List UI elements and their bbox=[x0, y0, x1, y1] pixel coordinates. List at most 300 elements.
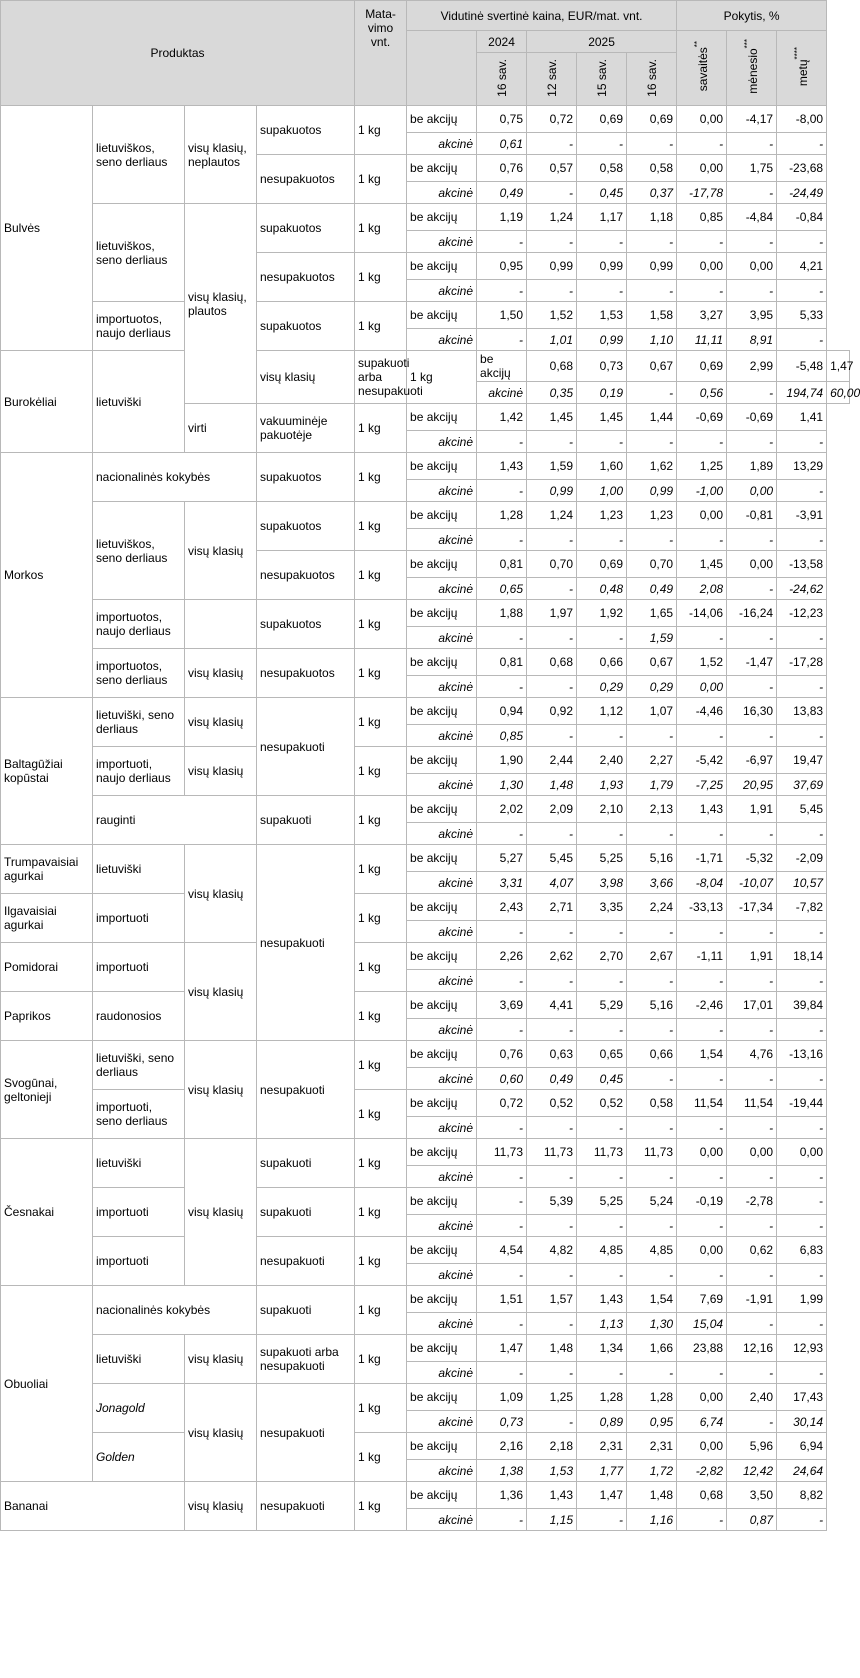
price-value: 0,99 bbox=[527, 253, 577, 280]
class: visų klasių bbox=[185, 943, 257, 1041]
price-value: 0,49 bbox=[527, 1068, 577, 1090]
price-value: 1,19 bbox=[477, 204, 527, 231]
price-value: - bbox=[627, 382, 677, 404]
subcategory: importuoti, seno derliaus bbox=[93, 1090, 185, 1139]
price-type-promo: akcinė bbox=[407, 329, 477, 351]
unit: 1 kg bbox=[355, 253, 407, 302]
unit: 1 kg bbox=[355, 698, 407, 747]
class: visų klasių bbox=[185, 845, 257, 943]
price-value: - bbox=[527, 676, 577, 698]
price-value: 0,57 bbox=[527, 155, 577, 182]
change-value: 0,85 bbox=[677, 204, 727, 231]
price-value: 0,99 bbox=[627, 480, 677, 502]
price-value: - bbox=[527, 970, 577, 992]
change-value: 8,91 bbox=[727, 329, 777, 351]
change-value: 0,00 bbox=[677, 502, 727, 529]
price-value: 0,70 bbox=[527, 551, 577, 578]
change-value: 15,04 bbox=[677, 1313, 727, 1335]
price-value: 1,24 bbox=[527, 502, 577, 529]
price-value: - bbox=[527, 1411, 577, 1433]
price-value: 2,31 bbox=[627, 1433, 677, 1460]
change-value: 16,30 bbox=[727, 698, 777, 725]
price-value: - bbox=[527, 1264, 577, 1286]
price-value: 3,98 bbox=[577, 872, 627, 894]
unit: 1 kg bbox=[355, 747, 407, 796]
price-type-promo: akcinė bbox=[407, 1264, 477, 1286]
change-value: - bbox=[677, 1362, 727, 1384]
price-value: 0,69 bbox=[677, 351, 727, 382]
price-type-regular: be akcijų bbox=[407, 845, 477, 872]
price-value: 0,99 bbox=[577, 329, 627, 351]
price-value: 0,56 bbox=[677, 382, 727, 404]
price-value: 0,48 bbox=[577, 578, 627, 600]
price-value: 2,40 bbox=[577, 747, 627, 774]
change-value: 4,76 bbox=[727, 1041, 777, 1068]
change-value: -2,46 bbox=[677, 992, 727, 1019]
change-value: 2,08 bbox=[677, 578, 727, 600]
price-value: - bbox=[527, 1362, 577, 1384]
price-value: 2,16 bbox=[477, 1433, 527, 1460]
change-value: -1,47 bbox=[727, 649, 777, 676]
unit: 1 kg bbox=[355, 1384, 407, 1433]
packaging: nesupakuoti bbox=[257, 698, 355, 796]
price-value: 4,85 bbox=[627, 1237, 677, 1264]
price-value: 1,28 bbox=[577, 1384, 627, 1411]
change-value: 0,00 bbox=[727, 480, 777, 502]
unit: 1 kg bbox=[355, 1090, 407, 1139]
price-type-regular: be akcijų bbox=[407, 1139, 477, 1166]
change-value: -0,19 bbox=[677, 1188, 727, 1215]
price-value: - bbox=[627, 1019, 677, 1041]
price-value: 11,73 bbox=[477, 1139, 527, 1166]
change-value: -33,13 bbox=[677, 894, 727, 921]
price-value: 5,45 bbox=[527, 845, 577, 872]
price-value: 2,44 bbox=[527, 747, 577, 774]
price-type-regular: be akcijų bbox=[407, 1188, 477, 1215]
price-value: - bbox=[527, 133, 577, 155]
unit: 1 kg bbox=[355, 796, 407, 845]
price-value: 1,88 bbox=[477, 600, 527, 627]
change-value: - bbox=[777, 133, 827, 155]
change-value: 1,25 bbox=[677, 453, 727, 480]
price-value: 0,69 bbox=[577, 551, 627, 578]
change-value: 60,00 bbox=[827, 382, 850, 404]
unit: 1 kg bbox=[355, 992, 407, 1041]
price-type-regular: be akcijų bbox=[407, 253, 477, 280]
change-value: 3,27 bbox=[677, 302, 727, 329]
change-value: - bbox=[677, 1117, 727, 1139]
price-type-regular: be akcijų bbox=[407, 155, 477, 182]
table-header bbox=[1, 1, 850, 106]
change-value: - bbox=[727, 231, 777, 253]
price-value: 4,07 bbox=[527, 872, 577, 894]
packaging: supakuoti arba nesupakuoti bbox=[257, 1335, 355, 1384]
price-type-regular: be akcijų bbox=[407, 747, 477, 774]
change-value: 0,00 bbox=[677, 253, 727, 280]
price-value: 0,49 bbox=[627, 578, 677, 600]
price-value: 0,63 bbox=[527, 1041, 577, 1068]
price-value: 0,45 bbox=[577, 1068, 627, 1090]
product-name: Burokėliai bbox=[1, 351, 93, 453]
price-value: - bbox=[577, 1166, 627, 1188]
subcategory: lietuviškos, seno derliaus bbox=[93, 502, 185, 600]
price-value: - bbox=[477, 1019, 527, 1041]
change-value: - bbox=[777, 823, 827, 845]
price-value: 1,52 bbox=[527, 302, 577, 329]
price-value: - bbox=[627, 823, 677, 845]
price-type-promo: akcinė bbox=[407, 1313, 477, 1335]
change-value: 1,43 bbox=[677, 796, 727, 823]
price-type-promo: akcinė bbox=[407, 1117, 477, 1139]
price-value: 1,66 bbox=[627, 1335, 677, 1362]
unit: 1 kg bbox=[355, 155, 407, 204]
price-value: - bbox=[577, 1362, 627, 1384]
change-value: 20,95 bbox=[727, 774, 777, 796]
change-value: 12,16 bbox=[727, 1335, 777, 1362]
price-value: 4,85 bbox=[577, 1237, 627, 1264]
change-value: 0,00 bbox=[727, 253, 777, 280]
price-value: - bbox=[627, 280, 677, 302]
price-value: 5,16 bbox=[627, 992, 677, 1019]
price-type-regular: be akcijų bbox=[407, 404, 477, 431]
change-value: - bbox=[727, 578, 777, 600]
change-value: 0,00 bbox=[677, 1433, 727, 1460]
price-value: 0,67 bbox=[627, 649, 677, 676]
change-value: 18,14 bbox=[777, 943, 827, 970]
price-value: 2,24 bbox=[627, 894, 677, 921]
product-name: Morkos bbox=[1, 453, 93, 698]
price-value: - bbox=[527, 1117, 577, 1139]
change-value: 5,96 bbox=[727, 1433, 777, 1460]
unit: 1 kg bbox=[355, 649, 407, 698]
price-value: - bbox=[527, 725, 577, 747]
change-value: -2,09 bbox=[777, 845, 827, 872]
unit: 1 kg bbox=[355, 894, 407, 943]
change-value: -0,69 bbox=[677, 404, 727, 431]
change-value: 1,54 bbox=[677, 1041, 727, 1068]
class: visų klasių, plautos bbox=[185, 204, 257, 404]
price-value: 1,93 bbox=[577, 774, 627, 796]
price-type-regular: be akcijų bbox=[407, 1286, 477, 1313]
price-value: 1,43 bbox=[527, 1482, 577, 1509]
price-value: - bbox=[527, 231, 577, 253]
price-value: 0,49 bbox=[477, 182, 527, 204]
change-value: 1,41 bbox=[777, 404, 827, 431]
subcategory: importuotos, naujo derliaus bbox=[93, 600, 185, 649]
price-value: 1,23 bbox=[577, 502, 627, 529]
change-value: -10,07 bbox=[727, 872, 777, 894]
class: visų klasių bbox=[185, 747, 257, 796]
change-value: -3,91 bbox=[777, 502, 827, 529]
change-value: -24,62 bbox=[777, 578, 827, 600]
change-value: -0,81 bbox=[727, 502, 777, 529]
price-value: 1,47 bbox=[577, 1482, 627, 1509]
subcategory: Golden bbox=[93, 1433, 185, 1482]
packaging: vakuuminėje pakuotėje bbox=[257, 404, 355, 453]
change-value: - bbox=[677, 1215, 727, 1237]
price-value: 0,67 bbox=[627, 351, 677, 382]
change-value: 3,50 bbox=[727, 1482, 777, 1509]
subcategory: lietuviški bbox=[93, 845, 185, 894]
change-value: 0,62 bbox=[727, 1237, 777, 1264]
class: visų klasių bbox=[185, 502, 257, 600]
packaging: nesupakuotos bbox=[257, 649, 355, 698]
price-value: - bbox=[477, 431, 527, 453]
price-value: - bbox=[477, 1313, 527, 1335]
unit: 1 kg bbox=[355, 551, 407, 600]
product-name: Obuoliai bbox=[1, 1286, 93, 1482]
price-value: 0,99 bbox=[527, 480, 577, 502]
packaging: nesupakuotos bbox=[257, 253, 355, 302]
price-type-promo: akcinė bbox=[407, 921, 477, 943]
price-value: 2,62 bbox=[527, 943, 577, 970]
header-week: 16 sav. bbox=[477, 53, 527, 106]
price-value: 1,48 bbox=[527, 774, 577, 796]
price-value: 1,60 bbox=[577, 453, 627, 480]
price-value: 1,44 bbox=[627, 404, 677, 431]
price-value: 0,29 bbox=[577, 676, 627, 698]
price-value: - bbox=[527, 578, 577, 600]
price-value: - bbox=[477, 280, 527, 302]
price-type-regular: be akcijų bbox=[407, 1482, 477, 1509]
table-body bbox=[1, 106, 860, 1531]
change-value: 8,82 bbox=[777, 1482, 827, 1509]
change-value: 24,64 bbox=[777, 1460, 827, 1482]
subcategory: lietuviški bbox=[93, 1139, 185, 1188]
packaging: supakuotos bbox=[257, 453, 355, 502]
change-value: 0,87 bbox=[727, 1509, 777, 1531]
change-value: - bbox=[727, 1313, 777, 1335]
price-value: 4,82 bbox=[527, 1237, 577, 1264]
price-value: 3,31 bbox=[477, 872, 527, 894]
change-value: -4,84 bbox=[727, 204, 777, 231]
price-type-regular: be akcijų bbox=[407, 698, 477, 725]
price-value: 0,37 bbox=[627, 182, 677, 204]
price-value: 5,24 bbox=[627, 1188, 677, 1215]
price-value: 1,57 bbox=[527, 1286, 577, 1313]
change-value: - bbox=[677, 529, 727, 551]
price-type-regular: be akcijų bbox=[407, 1384, 477, 1411]
price-type-regular: be akcijų bbox=[407, 796, 477, 823]
change-value: - bbox=[727, 431, 777, 453]
change-value: - bbox=[777, 329, 827, 351]
price-value: - bbox=[627, 970, 677, 992]
subcategory: lietuviški bbox=[93, 1335, 185, 1384]
price-value: - bbox=[477, 1264, 527, 1286]
price-type-promo: akcinė bbox=[407, 1019, 477, 1041]
price-value: 0,19 bbox=[577, 382, 627, 404]
subcategory: lietuviški, seno derliaus bbox=[93, 1041, 185, 1090]
change-value: - bbox=[777, 1215, 827, 1237]
subcategory: nacionalinės kokybės bbox=[93, 1286, 257, 1335]
price-type-regular: be akcijų bbox=[407, 943, 477, 970]
change-value: - bbox=[777, 280, 827, 302]
change-value: 0,00 bbox=[677, 1139, 727, 1166]
price-value: 2,09 bbox=[527, 796, 577, 823]
price-value: - bbox=[627, 1117, 677, 1139]
price-value: - bbox=[627, 1264, 677, 1286]
change-value: - bbox=[777, 627, 827, 649]
price-value: 1,62 bbox=[627, 453, 677, 480]
change-value: -17,28 bbox=[777, 649, 827, 676]
change-value: -23,68 bbox=[777, 155, 827, 182]
change-value: 13,83 bbox=[777, 698, 827, 725]
price-type-regular: be akcijų bbox=[477, 351, 527, 382]
change-value: - bbox=[677, 1068, 727, 1090]
change-value: -5,42 bbox=[677, 747, 727, 774]
price-value: - bbox=[577, 1117, 627, 1139]
price-value: - bbox=[477, 676, 527, 698]
price-value: 1,48 bbox=[627, 1482, 677, 1509]
packaging: nesupakuoti bbox=[257, 1384, 355, 1482]
price-value: - bbox=[627, 1215, 677, 1237]
change-value: - bbox=[727, 1117, 777, 1139]
price-value: 0,66 bbox=[577, 649, 627, 676]
price-value: 0,75 bbox=[477, 106, 527, 133]
change-value: 0,00 bbox=[677, 676, 727, 698]
price-value: - bbox=[577, 1215, 627, 1237]
price-value: 0,95 bbox=[477, 253, 527, 280]
price-value: 1,15 bbox=[527, 1509, 577, 1531]
unit: 1 kg bbox=[355, 845, 407, 894]
product-name: Bananai bbox=[1, 1482, 185, 1531]
price-value: 0,58 bbox=[627, 155, 677, 182]
price-value: 2,02 bbox=[477, 796, 527, 823]
change-value: - bbox=[777, 1019, 827, 1041]
price-value: 1,53 bbox=[577, 302, 627, 329]
price-value: 0,65 bbox=[577, 1041, 627, 1068]
unit: 1 kg bbox=[355, 453, 407, 502]
packaging: nesupakuoti bbox=[257, 1041, 355, 1139]
price-value: 1,54 bbox=[627, 1286, 677, 1313]
product-name: Baltagūžiai kopūstai bbox=[1, 698, 93, 845]
price-value: 1,47 bbox=[477, 1335, 527, 1362]
change-value: - bbox=[727, 182, 777, 204]
subcategory: importuotos, seno derliaus bbox=[93, 649, 185, 698]
price-value: - bbox=[577, 1509, 627, 1531]
price-value: - bbox=[477, 1188, 527, 1215]
packaging: supakuotos bbox=[257, 502, 355, 551]
change-value: - bbox=[727, 1264, 777, 1286]
subcategory: Jonagold bbox=[93, 1384, 185, 1433]
price-value: 1,72 bbox=[627, 1460, 677, 1482]
subcategory: lietuviškos, seno derliaus bbox=[93, 204, 185, 302]
class bbox=[185, 600, 257, 649]
price-value: 1,90 bbox=[477, 747, 527, 774]
subcategory: lietuviškos, seno derliaus bbox=[93, 106, 185, 204]
unit: 1 kg bbox=[355, 600, 407, 649]
price-value: 0,69 bbox=[627, 106, 677, 133]
price-type-promo: akcinė bbox=[407, 627, 477, 649]
change-value: - bbox=[777, 1362, 827, 1384]
price-value: - bbox=[627, 231, 677, 253]
price-type-promo: akcinė bbox=[407, 970, 477, 992]
change-value: - bbox=[727, 725, 777, 747]
unit: 1 kg bbox=[355, 1041, 407, 1090]
product-name: Bulvės bbox=[1, 106, 93, 351]
change-value: - bbox=[727, 1068, 777, 1090]
price-type-regular: be akcijų bbox=[407, 992, 477, 1019]
price-value: - bbox=[477, 1117, 527, 1139]
price-type-regular: be akcijų bbox=[407, 649, 477, 676]
subcategory: raudonosios bbox=[93, 992, 185, 1041]
price-value: 1,07 bbox=[627, 698, 677, 725]
change-value: - bbox=[727, 382, 777, 404]
change-value: - bbox=[677, 133, 727, 155]
price-value: 0,81 bbox=[477, 551, 527, 578]
price-type-regular: be akcijų bbox=[407, 894, 477, 921]
price-value: 3,66 bbox=[627, 872, 677, 894]
price-value: 1,53 bbox=[527, 1460, 577, 1482]
change-value: -2,78 bbox=[727, 1188, 777, 1215]
change-value: - bbox=[777, 431, 827, 453]
price-value: - bbox=[527, 529, 577, 551]
header-year-2025: 2025 bbox=[527, 31, 677, 53]
price-value: 2,43 bbox=[477, 894, 527, 921]
price-value: - bbox=[477, 921, 527, 943]
unit: 1 kg bbox=[355, 1335, 407, 1384]
price-value: 1,42 bbox=[477, 404, 527, 431]
price-value: - bbox=[477, 823, 527, 845]
price-value: - bbox=[627, 133, 677, 155]
unit: 1 kg bbox=[355, 1286, 407, 1335]
packaging: supakuoti bbox=[257, 1286, 355, 1335]
price-value: 0,81 bbox=[477, 649, 527, 676]
unit: 1 kg bbox=[355, 302, 407, 351]
price-value: 5,39 bbox=[527, 1188, 577, 1215]
header-change-year: metų**** bbox=[777, 31, 827, 106]
price-type-regular: be akcijų bbox=[407, 1335, 477, 1362]
change-value: 6,83 bbox=[777, 1237, 827, 1264]
class: visų klasių bbox=[185, 698, 257, 747]
unit: 1 kg bbox=[355, 1139, 407, 1188]
price-value: - bbox=[527, 1019, 577, 1041]
price-value: 0,89 bbox=[577, 1411, 627, 1433]
price-type-regular: be akcijų bbox=[407, 1433, 477, 1460]
price-type-promo: akcinė bbox=[407, 872, 477, 894]
price-value: 0,99 bbox=[627, 253, 677, 280]
price-value: 1,23 bbox=[627, 502, 677, 529]
header-week: 15 sav. bbox=[577, 53, 627, 106]
header-week: 16 sav. bbox=[627, 53, 677, 106]
price-value: 5,27 bbox=[477, 845, 527, 872]
price-type-regular: be akcijų bbox=[407, 1041, 477, 1068]
price-type-promo: akcinė bbox=[407, 1411, 477, 1433]
header-unit: Mata- vimo vnt. bbox=[355, 1, 407, 106]
change-value: - bbox=[677, 921, 727, 943]
change-value: - bbox=[727, 1166, 777, 1188]
price-value: 2,26 bbox=[477, 943, 527, 970]
header-year-2024: 2024 bbox=[477, 31, 527, 53]
price-value: 1,28 bbox=[627, 1384, 677, 1411]
packaging: supakuoti arba nesupakuoti bbox=[355, 351, 407, 404]
change-value: -4,17 bbox=[727, 106, 777, 133]
change-value: - bbox=[727, 1411, 777, 1433]
subcategory: lietuviški bbox=[93, 351, 185, 453]
price-value: - bbox=[627, 529, 677, 551]
price-value: 0,73 bbox=[577, 351, 627, 382]
packaging: supakuotos bbox=[257, 302, 355, 351]
change-value: - bbox=[777, 676, 827, 698]
change-value: 1,99 bbox=[777, 1286, 827, 1313]
change-value: - bbox=[727, 1019, 777, 1041]
price-value: 2,10 bbox=[577, 796, 627, 823]
change-value: 0,00 bbox=[727, 1139, 777, 1166]
price-value: 1,25 bbox=[527, 1384, 577, 1411]
change-value: 5,33 bbox=[777, 302, 827, 329]
price-value: 11,73 bbox=[527, 1139, 577, 1166]
price-value: - bbox=[577, 921, 627, 943]
